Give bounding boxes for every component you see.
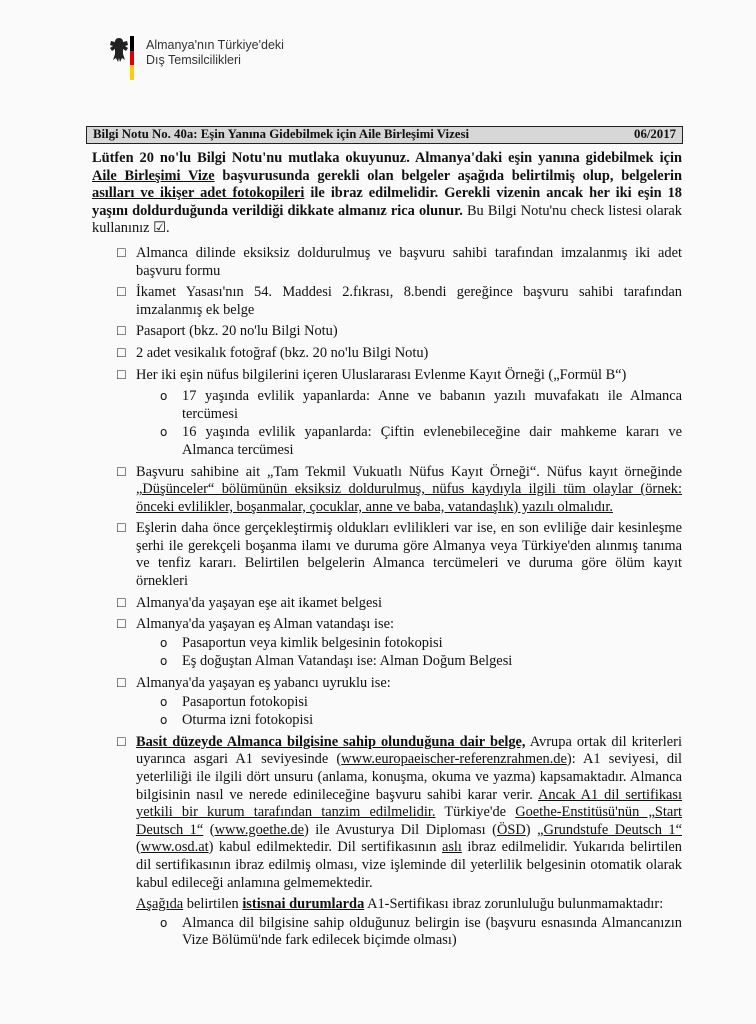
bullet-icon: o [160, 425, 168, 440]
sub-list-item: o 17 yaşında evlilik yapanlarda: Anne ve babanın yazılı muvafakatı ile Almanca tercümesi [160, 388, 682, 422]
bullet-icon: o [160, 654, 168, 669]
german-eagle-logo [108, 36, 138, 82]
eagle-icon [108, 36, 130, 64]
osd-link[interactable]: www.osd.at [140, 839, 209, 856]
checkbox-icon[interactable]: ☐ [116, 676, 127, 691]
german-flag-stripe [130, 36, 134, 80]
bullet-icon: o [160, 713, 168, 728]
checkbox-icon[interactable]: ☐ [116, 324, 127, 339]
bullet-icon: o [160, 389, 168, 404]
checkbox-icon[interactable]: ☐ [116, 595, 127, 610]
checkbox-icon[interactable]: ☐ [116, 245, 127, 260]
visa-type-text: Aile Birleşimi Vize [92, 167, 215, 184]
exceptions-paragraph: Aşağıda belirtilen istisnai durumlarda A1-Sertifikası ibraz zorunluluğu bulunmamaktadır: [136, 896, 664, 913]
checklist-item: ☐ Başvuru sahibine ait „Tam Tekmil Vukuatlı Nüfus Kayıt Örneği“. Nüfus kayıt örneğinde „Düşünceler“ bölümünün eksiksiz doldurulmuş, nüfus kaydıyla ilgili tüm olaylar (örnek: önceki evlilikler, boşanmalar, çocuklar, anne ve baba, vatandaşlık) yazılı olmalıdır. [116, 463, 682, 515]
europaeischer-referenzrahmen-link[interactable]: www.europaeischer-referenzrahmen.de [341, 751, 567, 768]
checkbox-icon[interactable]: ☐ [116, 285, 127, 300]
checklist-item: ☐ Almanca dilinde eksiksiz doldurulmuş ve başvuru sahibi tarafından imzalanmış iki adet başvuru formu [116, 244, 682, 279]
org-line-1: Almanya'nın Türkiye'deki [146, 38, 284, 52]
checkbox-icon[interactable]: ☐ [116, 617, 127, 632]
bullet-icon: o [160, 915, 168, 930]
goethe-link[interactable]: www.goethe.de [214, 821, 304, 838]
intro-paragraph: Lütfen 20 no'lu Bilgi Notu'nu mutlaka okuyunuz. Almanya'daki eşin yanına gidebilmek için Aile Birleşimi Vize başvurusunda gerekli olan belgeler aşağıda belirtilmiş olup, belgelerin asılları ve ikişer adet fotokopileri ile ibraz edilmelidir. Gerekli vizenin ancak her iki eşin 18 yaşını doldurduğunda verildiği dikkate almanız rica olunur. Bu Bilgi Notu'nu check listesi olarak kullanınız ☑. [92, 150, 683, 237]
sub-list-item: o Almanca dil bilgisine sahip olduğunuz belirgin ise (başvuru esnasında Almancanızın Vize Bölümü'nde fark edilecek biçimde olması) [160, 914, 682, 949]
checklist-item: ☐ Eşlerin daha önce gerçekleştirmiş oldukları evlilikleri var ise, en son evliliğe dair kesinleşme şerhi ile gerekçeli boşanma ilamı ve duruma göre Almanya veya Türkiye'den alınmış tanıma ve tenfiz kararı. Belirtilen belgelerin Almanca tercümeleri ve duruma göre ölüm kayıt örnekleri [116, 520, 682, 590]
organization-name [146, 38, 284, 68]
sub-list-item: o Eş doğuştan Alman Vatandaşı ise: Alman Doğum Belgesi [160, 653, 513, 670]
info-note-date: 06/2017 [634, 127, 676, 141]
checklist-item-language: ☐ Basit düzeyde Almanca bilgisine sahip olunduğuna dair belge, Avrupa ortak dil kriterleri uyarınca asgari A1 seviyesinde (www.europaeischer-referenzrahmen.de): A1 seviyesi, dil yeterliliği ile ilgili dört unsuru (anlama, konuşma, okuma ve yazma) kapsamaktadır. Almanca bilgisinin nasıl ve nerede edinileceğine başvuru sahibi karar verir. Ancak A1 dil sertifikası yetkili bir kurum tarafından tanzim edilmelidir. Türkiye'de Goethe-Enstitüsü'nün „Start Deutsch 1“ (www.goethe.de) ile Avusturya Dil Diploması (ÖSD) „Grundstufe Deutsch 1“ (www.osd.at) kabul edilmektedir. Dil sertifikasının aslı ibraz edilmelidir. Yukarıda belirtilen dil sertifikasının ibraz edilmiş olması, vize işleminde dil yeterlilik belgesinin otomatik olarak kabul edileceği anlamına gelmemektedir. [116, 733, 683, 891]
bullet-icon: o [160, 694, 168, 709]
checkbox-icon[interactable]: ☐ [116, 521, 127, 536]
checkbox-icon[interactable]: ☐ [116, 464, 127, 479]
checkbox-icon[interactable]: ☐ [116, 345, 127, 360]
checklist-item: ☐ Almanya'da yaşayan eş yabancı uyruklu ise: [116, 675, 391, 692]
info-note-title-bar [86, 126, 683, 144]
checklist-item: ☐ 2 adet vesikalık fotoğraf (bkz. 20 no'lu Bilgi Notu) [116, 344, 429, 361]
sub-list-item: o Oturma izni fotokopisi [160, 712, 314, 729]
info-note-title: Bilgi Notu No. 40a: Eşin Yanına Gidebilmek için Aile Birleşimi Vizesi [93, 127, 469, 141]
checklist-item: ☐ Her iki eşin nüfus bilgilerini içeren Uluslararası Evlenme Kayıt Örneği („Formül B“) [116, 366, 627, 383]
sub-list-item: o 16 yaşında evlilik yapanlarda: Çiftin evlenebileceğine dair mahkeme kararı ve Almanca tercümesi [160, 424, 682, 458]
checkbox-icon[interactable]: ☐ [116, 734, 127, 749]
document-body [92, 150, 682, 950]
checklist-item: ☐ İkamet Yasası'nın 54. Maddesi 2.fıkrası, 8.bendi gereğince başvuru sahibi tarafından imzalanmış ek belge [116, 284, 682, 318]
checklist-item: ☐ Almanya'da yaşayan eşe ait ikamet belgesi [116, 594, 382, 611]
checklist-item: ☐ Pasaport (bkz. 20 no'lu Bilgi Notu) [116, 323, 338, 340]
sub-list-item: o Pasaportun veya kimlik belgesinin fotokopisi [160, 634, 443, 651]
sub-list-item: o Pasaportun fotokopisi [160, 693, 308, 710]
checkbox-icon[interactable]: ☐ [116, 367, 127, 382]
org-line-2: Dış Temsilcilikleri [146, 53, 241, 67]
bullet-icon: o [160, 635, 168, 650]
checklist-item: ☐ Almanya'da yaşayan eş Alman vatandaşı ise: [116, 616, 394, 633]
